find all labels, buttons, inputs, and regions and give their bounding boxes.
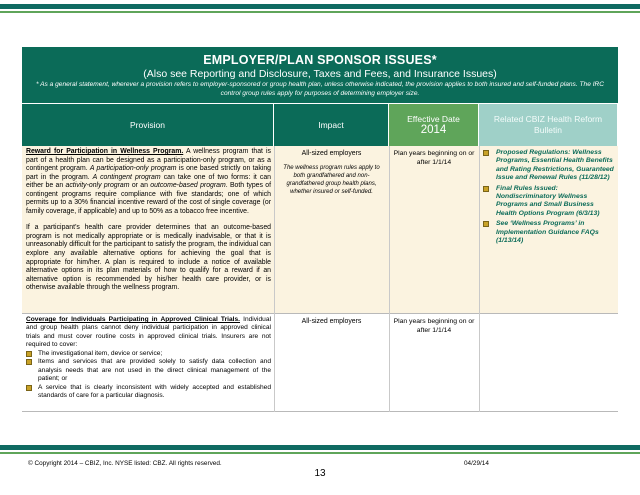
top-rule	[0, 4, 640, 9]
effective-date-text: Plan years beginning on or after 1/1/14	[393, 150, 475, 166]
provision-text: is one based strictly on taking part in the program.	[26, 165, 272, 181]
bottom-rule-accent	[0, 452, 640, 454]
square-bullet-icon	[483, 150, 489, 156]
table-row	[22, 314, 618, 412]
list-item[interactable]	[483, 185, 614, 219]
effective-date-cell	[389, 146, 479, 313]
column-divider	[389, 146, 390, 412]
provision-term: activity-only program	[65, 182, 130, 190]
list-item	[26, 350, 271, 358]
square-bullet-icon	[26, 351, 32, 357]
provision-cell	[22, 146, 274, 313]
provision-paragraph: If a participant’s health care provider determines that an outcome-based program is not medically appropriate or is medically inadvisable, or that it is unreasonably difficult for the participant to satisfy the program, the individual can explore any available alternative options for achieving the goal that is appropriate for him/her. A plan is required to include a notice of available alternative options in its plan materials of how to qualify for a reward if an alternative option is recommended by his/her health care provider, or is otherwise available through the wellness program.	[26, 224, 272, 292]
impact-cell	[274, 314, 389, 411]
provision-paragraph	[26, 148, 271, 216]
bulletin-link[interactable]: Proposed Regulations: Wellness Programs, Essential Health Benefits and Rating Restrictions, Guaranteed Issue and Renewal Rules (11/28/12)	[496, 149, 614, 182]
list-item[interactable]	[483, 149, 614, 183]
impact-text: All-sized employers	[301, 318, 362, 325]
header-effective-date	[389, 104, 479, 146]
bottom-rule	[0, 445, 640, 450]
square-bullet-icon	[26, 385, 32, 391]
exclusions-list	[26, 350, 271, 401]
title-footnote: * As a general statement, wherever a provision refers to employer-sponsored or group health plan, unless otherwise indicated, the provision applies to both insured and self-funded plans. The IRC control group rules apply for purposes of determining employer size.	[35, 81, 605, 97]
copyright-notice: © Copyright 2014 – CBIZ, Inc. NYSE listed: CBZ. All rights reserved.	[28, 460, 222, 467]
list-item	[26, 358, 271, 383]
list-item-text: Items and services that are provided solely to satisfy data collection and analysis needs that are not used in the direct clinical management of the patient; or	[38, 358, 271, 383]
provision-term: outcome-based program	[150, 182, 226, 190]
bulletin-list	[483, 149, 614, 245]
list-item	[26, 384, 271, 401]
square-bullet-icon	[483, 186, 489, 192]
table-row	[22, 146, 618, 314]
related-bulletin-cell	[479, 146, 618, 313]
square-bullet-icon	[483, 221, 489, 227]
provision-term: A contingent program	[92, 173, 161, 181]
effective-date-text: Plan years beginning on or after 1/1/14	[393, 318, 475, 334]
bulletin-link[interactable]: Final Rules Issued: Nondiscriminatory Wellness Programs and Small Business Health Options Program (6/3/13)	[496, 184, 600, 217]
header-impact	[274, 104, 389, 146]
effective-date-cell	[389, 314, 479, 411]
header-related-label: Related CBIZ Health Reform Bulletin	[493, 114, 603, 135]
top-rule-accent	[0, 11, 640, 13]
column-divider	[274, 146, 275, 412]
provision-heading: Coverage for Individuals Participating in Approved Clinical Trials.	[26, 316, 240, 323]
provision-cell	[22, 314, 274, 411]
provision-text: A wellness program that is part of a health plan can be designed as a participation-only program, or as a contingent program.	[26, 148, 271, 173]
header-provision	[22, 104, 274, 146]
list-item-text: The investigational item, device or service;	[38, 349, 163, 357]
header-effective-year: 2014	[420, 124, 447, 136]
provision-heading: Reward for Participation in Wellness Program.	[26, 148, 184, 155]
page-subtitle: (Also see Reporting and Disclosure, Taxes and Fees, and Insurance Issues)	[143, 68, 497, 80]
provision-paragraph	[26, 316, 271, 350]
page-number: 13	[314, 468, 326, 479]
list-item[interactable]	[483, 220, 614, 245]
impact-text: All-sized employers	[301, 150, 362, 157]
provision-text: . Both types of contingent programs require compliance with five standards; one of which permits up to a 30% financial incentive reward of the cost of single coverage (or family coverage, if applicable) and up to 50% as a tobacco free incentive.	[26, 182, 271, 215]
header-impact-label: Impact	[318, 120, 344, 130]
header-provision-label: Provision	[130, 120, 165, 130]
page-title: EMPLOYER/PLAN SPONSOR ISSUES*	[203, 53, 437, 67]
list-item-text: A service that is clearly inconsistent with widely accepted and established standards of care for a particular diagnosis.	[38, 383, 271, 400]
column-divider	[479, 146, 480, 412]
provision-text: Individual and group health plans cannot deny individual participation in approved clinical trials and must cover routine costs in approved clinical trials. Insurers are not required to cover:	[26, 316, 271, 349]
impact-note: The wellness program rules apply to both grandfathered and non-grandfathered group health plans, whether insured or self-funded.	[283, 165, 380, 195]
footer-date: 04/29/14	[464, 460, 489, 467]
bulletin-link[interactable]: See ‘Wellness Programs’ in Implementation Guidance FAQs (1/13/14)	[496, 220, 599, 245]
impact-cell	[274, 146, 389, 313]
provision-term: A participation-only program	[89, 165, 177, 173]
title-banner	[22, 47, 618, 103]
header-effective-label: Effective Date	[407, 114, 460, 124]
provision-text: or an	[129, 182, 151, 190]
related-bulletin-cell	[479, 314, 618, 411]
header-related-bulletin	[479, 104, 618, 146]
square-bullet-icon	[26, 359, 32, 365]
provision-text: can take one of two forms: it can either be an	[26, 173, 271, 190]
